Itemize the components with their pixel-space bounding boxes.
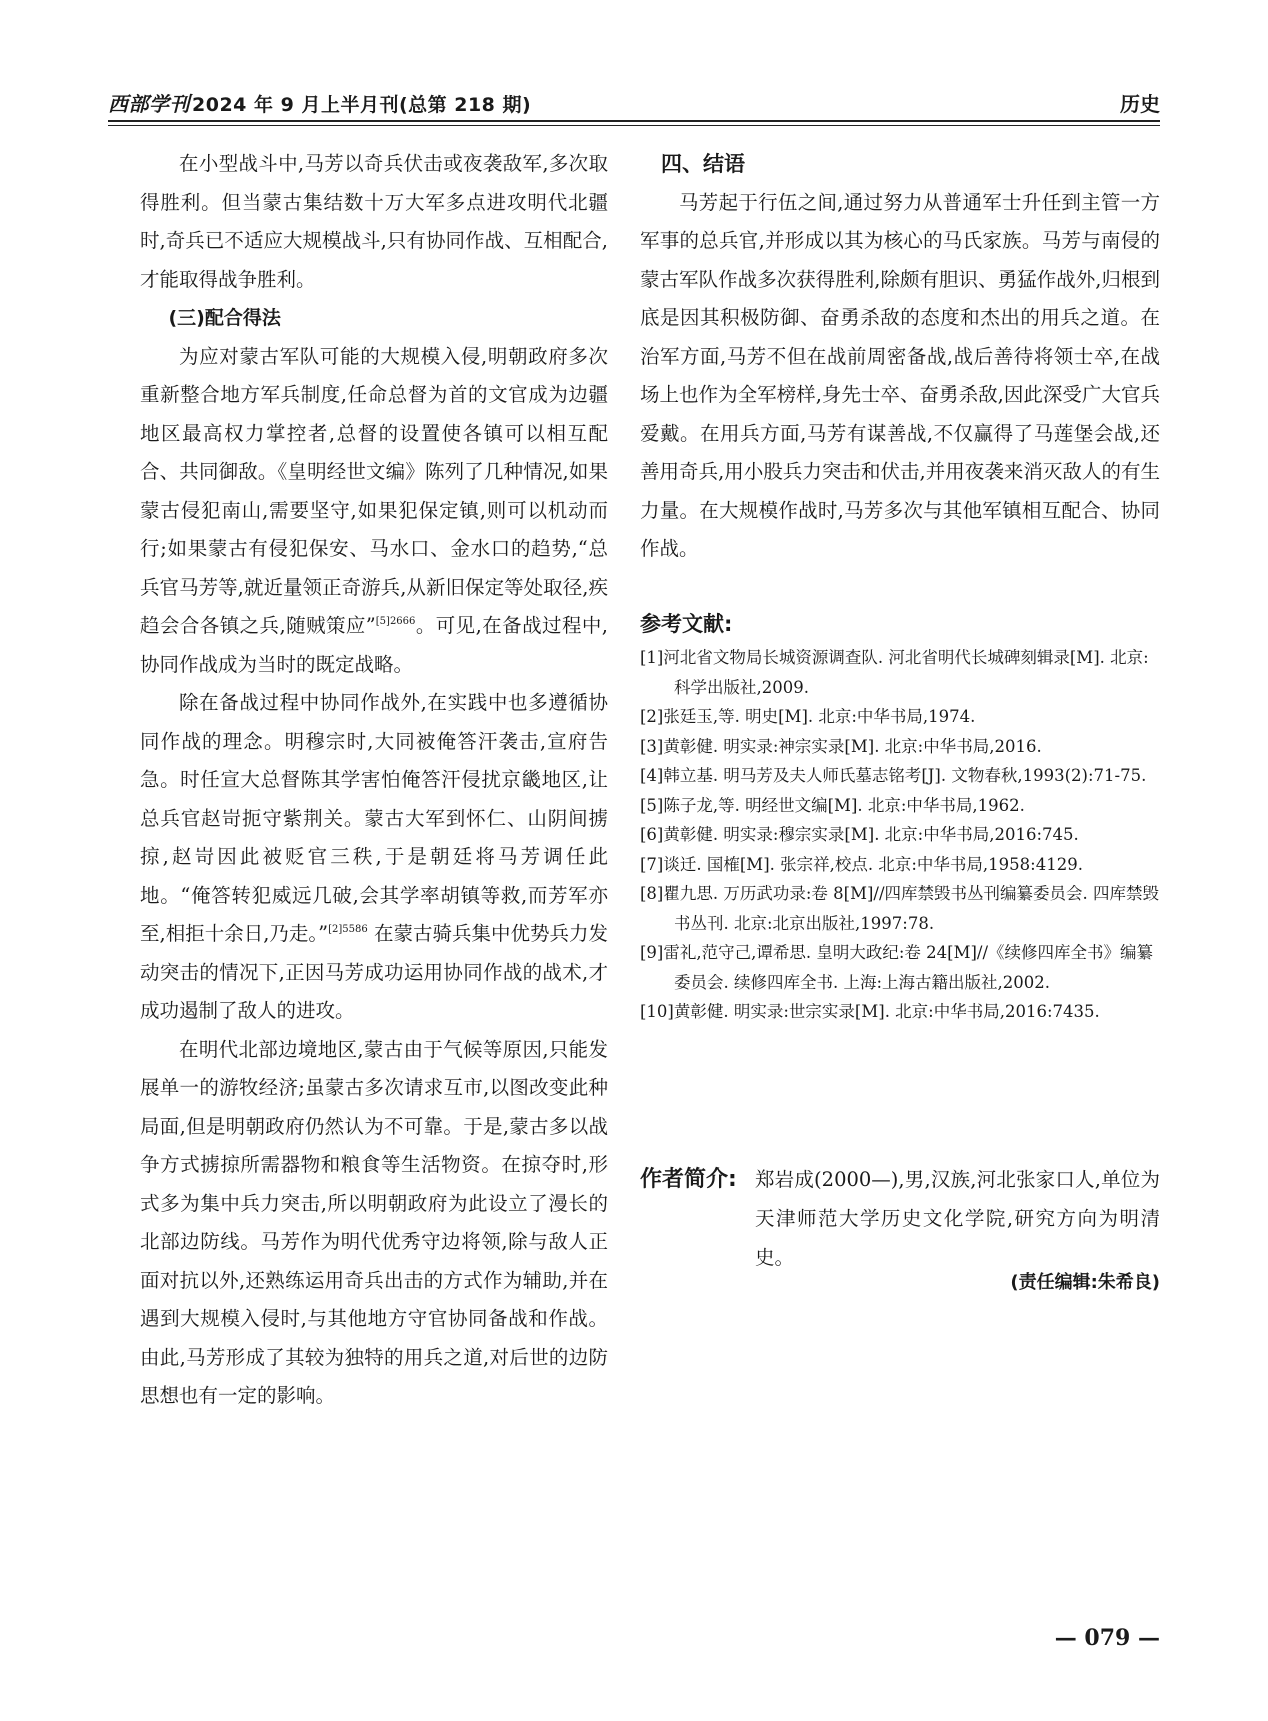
references-title: 参考文献:	[640, 612, 733, 636]
reference-item: [4]韩立基. 明马芳及夫人师氏墓志铭考[J]. 文物春秋,1993(2):71-75.	[640, 766, 1147, 785]
journal-issue-line	[108, 88, 531, 117]
issue-info: 2024 年 9 月上半月刊(总第 218 期)	[192, 94, 532, 116]
page-number: — 079 —	[1054, 1625, 1160, 1651]
paragraph-text: 为应对蒙古军队可能的大规模入侵,明朝政府多次重新整合地方军兵制度,任命总督为首的文官成为边疆地区最高权力掌控者,总督的设置使各镇可以相互配合、共同御敌。《皇明经世文编》陈列了几种情况,如果蒙古侵犯南山,需要坚守,如果犯保定镇,则可以机动而行;如果蒙古有侵犯保安、马水口、金水口的趋势,“总兵官马芳等,就近量领正奇游兵,从新旧保定等处取径,疾趋会合各镇之兵,随贼策应”	[140, 344, 608, 637]
section-label: 历史	[1120, 92, 1160, 116]
paragraph: 马芳起于行伍之间,通过努力从普通军士升任到主管一方军事的总兵官,并形成以其为核心的马氏家族。马芳与南侵的蒙古军队作战多次获得胜利,除颇有胆识、勇猛作战外,归根到底是因其积极防御、奋勇杀敌的态度和杰出的用兵之道。在治军方面,马芳不但在战前周密备战,战后善待将领士卒,在战场上也作为全军榜样,身先士卒、奋勇杀敌,因此深受广大官兵爱戴。在用兵方面,马芳有谋善战,不仅赢得了马莲堡会战,还善用奇兵,用小股兵力突击和伏击,并用夜袭来消灭敌人的有生力量。在大规模作战时,马芳多次与其他军镇相互配合、协同作战。	[640, 190, 1160, 560]
header-rule	[108, 120, 1160, 122]
citation: [5]2666	[375, 616, 416, 627]
references-list	[640, 643, 1160, 1027]
journal-logo: 西部学刊	[108, 92, 190, 116]
responsible-editor: (责任编辑:朱希良)	[1010, 1272, 1160, 1293]
reference-item: [10]黄彰健. 明实录:世宗实录[M]. 北京:中华书局,2016:7435.	[640, 1002, 1100, 1021]
page-header	[108, 88, 1160, 118]
author-bio	[640, 1160, 1160, 1277]
reference-item: [6]黄彰健. 明实录:穆宗实录[M]. 北京:中华书局,2016:745.	[640, 825, 1079, 844]
reference-item: [2]张廷玉,等. 明史[M]. 北京:中华书局,1974.	[640, 707, 976, 726]
reference-item: [1]河北省文物局长城资源调查队. 河北省明代长城碑刻辑录[M]. 北京:科学出版社,2009.	[640, 648, 1149, 697]
author-bio-label: 作者简介:	[640, 1167, 737, 1192]
reference-item: [9]雷礼,范守己,谭希思. 皇明大政纪:卷 24[M]//《续修四库全书》编纂委员会. 续修四库全书. 上海:上海古籍出版社,2002.	[640, 943, 1154, 992]
author-bio-text: 郑岩成(2000—),男,汉族,河北张家口人,单位为天津师范大学历史文化学院,研究方向为明清史。	[755, 1168, 1160, 1269]
header-rule-thin	[108, 125, 1160, 126]
subsection-heading: (三)配合得法	[168, 307, 281, 329]
citation: [2]5586	[328, 924, 368, 935]
paragraph: 在小型战斗中,马芳以奇兵伏击或夜袭敌军,多次取得胜利。但当蒙古集结数十万大军多点进攻明代北疆时,奇兵已不适应大规模战斗,只有协同作战、互相配合,才能取得战争胜利。	[140, 152, 608, 291]
paragraph-text: 在蒙古骑兵集中优势兵力发动突击的情况下,正因马芳成功运用协同作战的战术,才成功遏制了敌人的进攻。	[140, 922, 608, 1022]
paragraph	[140, 338, 608, 685]
paragraph-text: 除在备战过程中协同作战外,在实践中也多遵循协同作战的理念。明穆宗时,大同被俺答汗袭击,宣府告急。时任宣大总督陈其学害怕俺答汗侵扰京畿地区,让总兵官赵岢扼守紫荆关。蒙古大军到怀仁、山阴间掳掠,赵岢因此被贬官三秩,于是朝廷将马芳调任此地。“俺答转犯威远几破,会其学率胡镇等救,而芳军亦至,相拒十余日,乃走。”	[140, 691, 608, 945]
paragraph	[140, 684, 608, 1031]
paragraph: 在明代北部边境地区,蒙古由于气候等原因,只能发展单一的游牧经济;虽蒙古多次请求互市,以图改变此种局面,但是明朝政府仍然认为不可靠。于是,蒙古多以战争方式掳掠所需器物和粮食等生活物资。在掠夺时,形式多为集中兵力突击,所以明朝政府为此设立了漫长的北部边防线。马芳作为明代优秀守边将领,除与敌人正面对抗以外,还熟练运用奇兵出击的方式作为辅助,并在遇到大规模入侵时,与其他地方守官协同备战和作战。由此,马芳形成了其较为独特的用兵之道,对后世的边防思想也有一定的影响。	[140, 1037, 608, 1407]
section-heading: 四、结语	[661, 152, 745, 176]
reference-item: [7]谈迁. 国榷[M]. 张宗祥,校点. 北京:中华书局,1958:4129.	[640, 854, 1083, 874]
reference-item: [8]瞿九思. 万历武功录:卷 8[M]//四库禁毁书丛刊编纂委员会. 四库禁毁书丛刊. 北京:北京出版社,1997:78.	[640, 884, 1160, 933]
reference-item: [3]黄彰健. 明实录:神宗实录[M]. 北京:中华书局,2016.	[640, 736, 1042, 756]
paragraph-text: 。可见,在备战过程中,协同作战成为当时的既定战略。	[140, 614, 608, 676]
reference-item: [5]陈子龙,等. 明经世文编[M]. 北京:中华书局,1962.	[640, 795, 1025, 815]
right-column	[640, 145, 1160, 569]
left-column	[140, 145, 608, 1416]
